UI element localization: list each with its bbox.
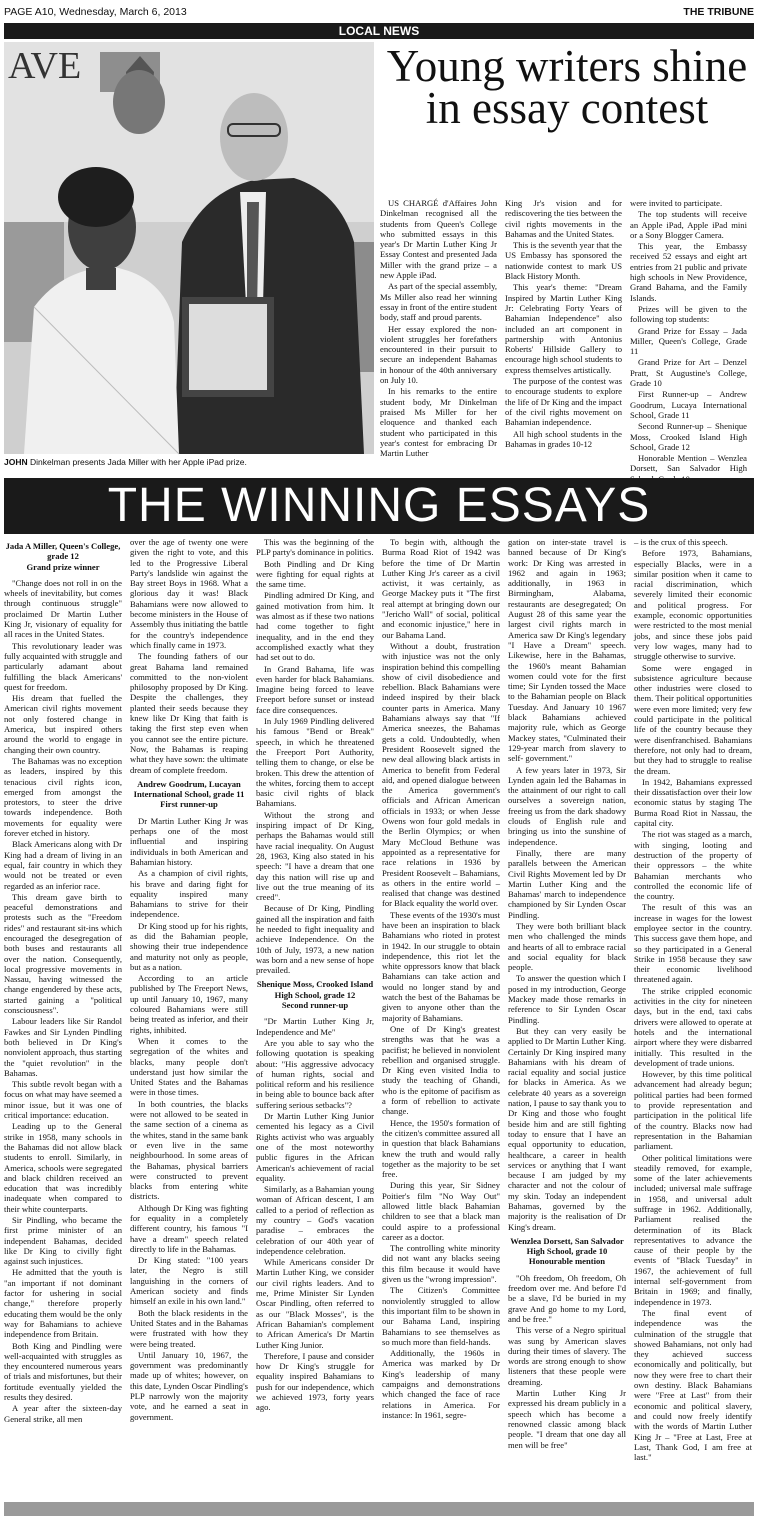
essay-paragraph: over the age of twenty one were given the right to vote, and this led to the Progressive Liberal Party's landslide win against the Bay street Boys in 1968. What a glorious day it was! Black Bahamians were now allowed to become ministers in the House of Assembly thus initiating the battle for the country's independence which finally came in 1973. (130, 537, 248, 650)
essay-paragraph: According to an article published by The Freeport News, up until January 10, 1967, many coloured Bahamians were still being treated as inferior, and their rights, inhibited. (130, 973, 248, 1035)
caption-text: Dinkelman presents Jada Miller with her Apple iPad prize. (27, 457, 247, 467)
essay-paragraph: Sir Pindling, who became the first prime minister of an independent Bahamas, decided like Dr King to civilly fight against such injustices. (4, 1215, 122, 1267)
essay-paragraph: Because of Dr King, Pindling gained all the inspiration and faith he needed to fight inequality and achieve Independence. On the 10th of July, 1973, a new nation was born and a new sense of hope prevailed. (256, 903, 374, 976)
story-paragraph: The purpose of the contest was to encourage students to explore the life of Dr King and the impact of the civil rights movement on Bahamian independence. (505, 376, 622, 428)
headline: Young writers shine in essay contest (386, 41, 748, 133)
story-paragraph: Grand Prize for Art – Denzel Pratt, St Augustine's College, Grade 10 (630, 357, 747, 389)
essay-paragraph: The result of this was an increase in wages for the lowest employee sector in the country. This success gave them hope, and so they participated in a General Strike in 1958 because they saw their economic livelihood threatened again. (634, 902, 752, 985)
essay-paragraph: Dr Martin Luther King Jr was perhaps one of the most influential and inspiring individuals in both American and Bahamian history. (130, 815, 248, 867)
essay-paragraph: In July 1969 Pindling delivered his famous "Bend or Break" speech, in which he threatened the Freeport Port Authority, telling them to change, or else be broken. This drew the attention of the whites, forcing them to accept basic civil rights of black Bahamians. (256, 716, 374, 809)
essay-column-3 (256, 537, 374, 1485)
essay-paragraph: However, by this time political advancement had already begun; political parties had been formed to provide representation and participation in the political life of the country. Blacks now had representation in the Bahamian parliament. (634, 1069, 752, 1152)
essay-paragraph: While Americans consider Dr Martin Luther King, we consider our civil rights leaders. And to me, Prime Minister Sir Lynden Oscar Pindling, often referred to as our "Black Mosses", is the African Bahamian's complement to African America's Dr Martin Luther King Junior. (256, 1257, 374, 1350)
essay-byline-honourable-mention: Wenzlea Dorsett, San Salvador High School, grade 10 Honourable mention (510, 1235, 624, 1267)
story-paragraph: Her essay explored the non-violent struggles her forefathers encountered in their pursuit to secure an independent Bahamas in honour of the 40th anniversary on July 10. (380, 323, 497, 386)
story-body (380, 198, 754, 474)
essay-paragraph: "Oh freedom, Oh freedom, Oh freedom over me. And before I'd be a slave, I'd be buried in my grave And go home to my Lord, and be free." (508, 1272, 626, 1324)
story-paragraph: Grand Prize for Essay – Jada Miller, Queen's College, Grade 11 (630, 325, 747, 357)
story-paragraph: Honorable Mention – Wenzlea Dorsett, San Salvador High (630, 453, 747, 474)
photo-illustration (4, 42, 374, 454)
story-paragraph: This year, the Embassy received 52 essays and eight art entries from 21 public and private high schools in New Providence, Grand Bahama, and the Family Islands. (630, 241, 747, 303)
essay-byline-first-runner-up: Andrew Goodrum, Lucayan International School, grade 11 First runner-up (133, 778, 245, 810)
essay-paragraph: To answer the question which I posed in my introduction, George Mackey made those remarks in reference to Sir Lynden Oscar Pindling. (508, 973, 626, 1025)
essay-paragraph: One of Dr King's greatest strengths was that he was a pacifist; he believed in nonviolent rebellion and organised struggle. Dr King even visited India to study the teaching of Ghandi, who is the epitome of pacifism as a form of rebellion to activate change. (382, 1023, 500, 1117)
essay-paragraph: These events of the 1930's must have been an inspiration to black Bahamians who rioted in protest in 1942. In our struggle to obtain independence, this riot let the white oppressors know that black Bahamians can take action and would no longer stand by and watch the best of the Bahamas be given to anyone other than the majority of Bahamians. (382, 909, 500, 1023)
story-column-2 (505, 198, 622, 470)
essay-paragraph: A year after the sixteen-day General strike, all men (4, 1403, 122, 1424)
story-column-3 (630, 198, 747, 474)
essay-paragraph: Both the black residents in the United States and in the Bahamas were frustrated with how they were being treated. (130, 1307, 248, 1349)
essay-paragraph: Finally, there are many parallels between the American Civil Rights Movement led by Dr Martin Luther King and the Bahamas' march to independence championed by Sir Lynden Oscar Pindling. (508, 847, 626, 920)
story-paragraph: In his remarks to the entire student body, Mr Dinkelman praised Ms Miller for her eloquence and thanked each student who participated in this year's contest for embracing Dr Martin Luther (380, 386, 497, 459)
newspaper-name: THE TRIBUNE (683, 5, 754, 18)
story-paragraph: Second Runner-up – Shenique Moss, Crooked Island High School, Grade 12 (630, 421, 747, 452)
essay-paragraph: Without a doubt, frustration with injustice was not the only inspiration behind this compelling show of civil disobedience and rebellion. Black Bahamians were indeed inspired by their black counter parts in America. Many Bahamians always say that "If America sneezes, the Bahamas gets a cold. Undoubtedly, when President Roosevelt signed the new deal allowing black artists in America to benefit from Federal aid, and opened dialogue between the America government's officials and African American officials in 1933; or when Jesse Owens won four gold medals in the Berlin Olympics; or when Mary McCloud Bethune was appointed as a representative for race relations in 1936 by President Roosevelt – Bahamians, as others in the entire world – realised that change was destined for Black equality the world over. (382, 640, 500, 909)
story-paragraph: Prizes will be given to the following top students: (630, 303, 747, 325)
essay-paragraph: Similarly, as a Bahamian young woman of African descent, I am called to a period of reflection as my country – God's vacation paradise – embraces the celebration of our 40th year of independence celebration. (256, 1184, 374, 1256)
essay-paragraph: In both countries, the blacks were not allowed to be seated in the same section of a cinema as the whites, stand in the same bank or even live in the same neighbourhood. In some areas of the Bahamas, physical barriers were constructed to prevent blacks from entering white districts. (130, 1098, 248, 1202)
essay-paragraph: During this year, Sir Sidney Poitier's film "No Way Out" allowed little black Bahamian children to see that a black man could aspire to a professional career as a doctor. (382, 1180, 500, 1242)
news-photo (4, 42, 374, 454)
essay-paragraph: "Change does not roll in on the wheels of inevitability, but comes through continuous struggle" proclaimed Dr Martin Luther King Jr, visionary of equality for all races in the United States. (4, 577, 122, 640)
essay-paragraph: Both Pindling and Dr King were fighting for equal rights at the same time. (256, 558, 374, 590)
essay-paragraph: Are you able to say who the following quotation is speaking about: "His aggressive advocacy of human rights, social and political reform and his resilience in being able to bounce back after suffering serious setbacks"? (256, 1037, 374, 1110)
essay-paragraph: Dr King stood up for his rights, as did the Bahamian people, showing their true independence and maturity not only as people, but as a nation. (130, 920, 248, 972)
essay-byline-second-runner-up: Shenique Moss, Crooked Island High School, grade 12 Second runner-up (256, 979, 374, 1011)
essay-paragraph: Labour leaders like Sir Randol Fawkes and Sir Lynden Pindling both believed in Dr King's nonviolent approach, thus starting the "quiet revolution" in the Bahamas. (4, 1016, 122, 1078)
essay-paragraph: gation on inter-state travel is banned because of Dr King's work: Dr King was arrested in 1962 and again in 1963; additionally, in 1963 in Birmingham, Alabama, restaurants are desegregated; On August 28 of this same year the largest civil rights march in America saw Dr King's legendary "I Have a Dream" speech. Likewise, here in the Bahamas, the 1960's meant Bahamian women could vote for the first time; Sir Lynden tossed the Mace to the Bahamian people on Black Tuesday. And January 10 1967 black Bahamians achieved majority rule, which as George Mackey states, "Culminated their 129-year march from slavery to self- government." (508, 537, 626, 764)
essay-column-5 (508, 537, 626, 1485)
essay-paragraph: The founding fathers of our great Bahama land remained committed to the non-violent philosophy proposed by Dr King. Despite the challenges, they planted their seeds because they knew like Dr King that faith is taking the first step even when you cannot see the entire picture. Now, the Bahamas is reaping what they have sown: the ultimate dream of complete freedom. (130, 651, 248, 775)
story-paragraph: were invited to participate. (630, 198, 723, 208)
essay-paragraph: Until January 10, 1967, the government was predominantly made up of whites; however, on this date, Lynden Oscar Pindling's PLP narrowly won the majority vote, and he earned a seat in government. (130, 1349, 248, 1422)
essay-paragraph: In Grand Bahama, life was even harder for black Bahamians. Imagine being forced to leave Freeport before sunset or instead face dire consequences. (256, 663, 374, 715)
essay-paragraph: This revolutionary leader was fully acquainted with struggle and particularly adamant about fulfilling the black Americans' quest for freedom. (4, 640, 122, 692)
essay-paragraph: Black Americans along with Dr King had a dream of living in an equal, fair country in which they would not be treated or even regarded as an inferior race. (4, 839, 122, 891)
story-column-1 (380, 198, 497, 470)
essay-paragraph: Although Dr King was fighting for equality in a completely different country, his famous "I have a dream" speech related directly to life in the Bahamas. (130, 1202, 248, 1254)
essay-paragraph: "Dr Martin Luther King Jr, Independence and Me" (256, 1016, 374, 1037)
essay-paragraph: This was the beginning of the PLP party's dominance in politics. (256, 537, 374, 558)
essay-paragraph: Hence, the 1950's formation of the citizen's committee assured all in question that black Bahamians knew the truth and would rally together as the majority to be set free. (382, 1117, 500, 1180)
essay-paragraph: His dream that fuelled the American civil rights movement not only fostered change in America, but inspired others around the world to engage in changing their own country. (4, 693, 122, 755)
essay-column-4 (382, 537, 500, 1485)
essay-paragraph: Additionally, the 1960s in America was marked by Dr King's leadership of many campaigns and demonstrations which changed the face of race relations in America. For instance: In 1961, segre- (382, 1348, 500, 1420)
story-paragraph: First Runner-up – Andrew Goodrum, Lucaya International School, Grade 11 (630, 389, 747, 420)
story-paragraph: This year's theme: "Dream Inspired by Martin Luther King Jr: Celebrating Forty Years of Bahamian Independence" also included an art component in partnership with Antonius Roberts' Hillside Gallery to encourage high school students to express themselves artistically. (505, 282, 622, 375)
essay-paragraph: When it comes to the segregation of the whites and blacks, many people don't understand just how similar the United States and the Bahamas were in those times. (130, 1035, 248, 1098)
essay-paragraph: A few years later in 1973, Sir Lynden again led the Bahamas in the attainment of our right to call ourselves a sovereign nation, freeing us from the dark shadowy clouds of English rule and bringing us into the sunshine of independence. (508, 764, 626, 847)
essays-section (4, 537, 754, 1485)
essay-column-1 (4, 537, 122, 1485)
essay-paragraph: This verse of a Negro spiritual was sung by American slaves during their times of slavery. The words are strong enough to show listeners that these people were dreaming. (508, 1325, 626, 1387)
essay-paragraph: They were both brilliant black men who challenged the minds and hearts of all to embrace racial and social equality for black people. (508, 920, 626, 973)
essay-paragraph: The final event of independence was the culmination of the struggle that showed Bahamians, not only had they achieved success economically and politically, but now they were free to chart their own destiny. Black Bahamians were "Free at Last" from their economic and political slavery, and could now freely identify with the words of Martin Luther King Jr – "Free at Last, Free at Last, Thank God, I am free at last." (634, 1307, 752, 1463)
page-info: PAGE A10, Wednesday, March 6, 2013 (4, 5, 187, 18)
essay-column-6 (634, 537, 752, 1485)
essay-paragraph: This dream gave birth to peaceful demonstrations and protests such as the "Freedom rides" and restaurant sit-ins which encouraged the desegregation of both buses and restaurants all over the nation. Consequently, local progressive movements in Nassau, having witnessed the change engendered by these acts, started gaining a "political consciousness". (4, 891, 122, 1016)
essay-paragraph: But they can very easily be applied to Dr Martin Luther King. Certainly Dr King inspired many Bahamians with his dream of racial equality and social justice for blacks in America. As we celebrate 40 years as a sovereign nation, I pause to say thank you to Dr King and those who fought beside him and are still fighting today to ensure that I have an equal opportunity to education, healthcare, a career in health services or anything that I want because I am judged by my character and not the colour of my skin. Today an independent Bahamas, governed by the majority is the realisation of Dr King's dream. (508, 1025, 626, 1232)
essay-byline-grand-prize: Jada A Miller, Queen's College, grade 12 Grand prize winner (5, 541, 121, 572)
essay-paragraph: The riot was staged as a march, with singing, looting and destruction of the property of their oppressors – the white Bahamian merchants who controlled the economic life of the country. (634, 829, 752, 902)
essay-paragraph: The controlling white minority did not want any blacks seeing this film because it would have given us the "wrong impression". (382, 1243, 500, 1285)
story-paragraph: US CHARGÉ d'Affaires John Dinkelman recognised all the students from Queen's College who submitted essays in this year's Dr Martin Luther King Jr Essay Contest and presented Jada Miller with the grand prize – a new Apple iPad. (380, 198, 497, 281)
photo-caption (4, 457, 374, 467)
page-header (4, 3, 754, 20)
essay-paragraph: Other political limitations were steadily removed, for example, some of the later achievements included; universal male suffrage in 1958, and universal adult suffrage in 1962. Additionally, Parliament realised the determination of its Black representatives to advance the cause of their people by the events of "Black Tuesday" in 1967, the achievement of full internal self-government from Britain in 1969; and finally, independence in 1973. (634, 1152, 752, 1307)
story-paragraph: King Jr's vision and for rediscovering the ties between the civil rights movements in the Bahamas and the United States. (505, 198, 622, 239)
essay-paragraph: Before 1973, Bahamians, especially Blacks, were in a similar position when it came to racial discrimination, which severely limited their economic and political progress. For example, economic opportunities were restricted to the most menial jobs, and since these jobs paid very low wages, many had to struggle otherwise to survive. (634, 548, 752, 662)
essay-column-2 (130, 537, 248, 1485)
essay-paragraph: The Bahamas was no exception as leaders, inspired by this tenacious civil rights icon, emerged from amongst the protestors, to steer the drive towards independence. Both movements for equality were forever etched in history. (4, 755, 122, 839)
essay-paragraph: The Citizen's Committee nonviolently struggled to allow this important film to be shown in our Bahama Land, inspiring Bahamians to see themselves as so much more than field-hands. (382, 1285, 500, 1347)
story-paragraph: All high school students in the Bahamas in grades 10-12 (505, 428, 622, 449)
essay-paragraph: Pindling admired Dr King, and gained motivation from him. It was almost as if these two nations had come together to fight inequality, and in the end they accomplished exactly what they had set out to do. (256, 590, 374, 663)
sign-lettering: AVE (8, 45, 82, 87)
essay-paragraph: To begin with, although the Burma Road Riot of 1942 was before the time of Dr Martin Luther King Jr's career as a civil activist, it was certainly, as George Mackey puts it "The first real attempt at bringing down our "Jericho Wall" of social, political and economic injustice," here in our Bahama Land. (382, 537, 500, 640)
essay-paragraph: Both King and Pindling were well-acquainted with struggles as they encountered numerous years of trials and misfortunes, but their fortitude eventually yielded the results they desired. (4, 1340, 122, 1403)
essay-paragraph: In 1942, Bahamians expressed their dissatisfaction over their low economic status by staging The Burma Road Riot in Nassau, the capital city. (634, 776, 752, 829)
essay-paragraph: The strike crippled economic activities in the city for nineteen days, but in the end, taxi cabs drivers were allowed to operate at hotels and the international airport where they were disbarred initially. This resulted in the development of trade unions. (634, 985, 752, 1068)
section-label: LOCAL NEWS (4, 23, 754, 39)
essay-paragraph: Therefore, I pause and consider how Dr King's struggle for equality inspired Bahamians to push for our independence, which we achieved 1973, forty years ago. (256, 1350, 374, 1413)
essay-paragraph: – is the crux of this speech. (634, 537, 728, 547)
essay-paragraph: Dr King stated: "100 years later, the Negro is still languishing in the corners of American society and finds himself an exile in his own land." (130, 1255, 248, 1307)
footer-strip (4, 1502, 754, 1516)
winning-essays-banner: THE WINNING ESSAYS (4, 478, 754, 534)
essay-paragraph: Leading up to the General strike in 1958, many schools in the Bahamas did not allow black students to enroll. Similarly, in America, schools were segregated and black children received an education that was incredibly inadequate when compared to their white counterparts. (4, 1121, 122, 1214)
essay-paragraph: Without the strong and inspiring impact of Dr King, perhaps the Bahamas would still have racial inequality. On August 28, 1963, King also stated in his speech: "I have a dream that one day this nation will rise up and live out the true meaning of its creed". (256, 809, 374, 903)
story-paragraph: This is the seventh year that the US Embassy has sponsored the nationwide contest to mark US Black History Month. (505, 240, 622, 282)
essay-paragraph: Some were engaged in subsistence agriculture because other industries were closed to them. Their political opportunities were even more limited; very few could participate in the political life of the country because they were disenfranchised. Bahamians therefore, not only had to dream, but they had to struggle to realise the dream. (634, 662, 752, 776)
story-paragraph: As part of the special assembly, Ms Miller also read her winning essay in front of the entire student body, staff and proud parents. (380, 281, 497, 323)
essay-paragraph: This subtle revolt began with a focus on what may have seemed a minor issue, but it was one of critical importance: education. (4, 1079, 122, 1121)
essay-paragraph: As a champion of civil rights, his brave and daring fight for equality inspired many Bahamians to strive for their independence. (130, 868, 248, 920)
essay-paragraph: Dr Martin Luther King Junior cemented his legacy as a Civil Rights activist who was arguably one of the most noteworthy public figures in the African American's achievement of racial equality. (256, 1111, 374, 1183)
essay-paragraph: He admitted that the youth is "an important if not dominant factor for ushering in social change," therefore properly educating them would be the only way for Bahamians to achieve independence from Britain. (4, 1267, 122, 1340)
story-paragraph: The top students will receive an Apple iPad, Apple iPad mini or a Sony Blogger Camera. (630, 209, 747, 240)
essay-paragraph: Martin Luther King Jr expressed his dream publicly in a speech which has become a renowned classic among black people. "I dream that one day all men will be free" (508, 1388, 626, 1450)
caption-name: JOHN (4, 457, 28, 467)
